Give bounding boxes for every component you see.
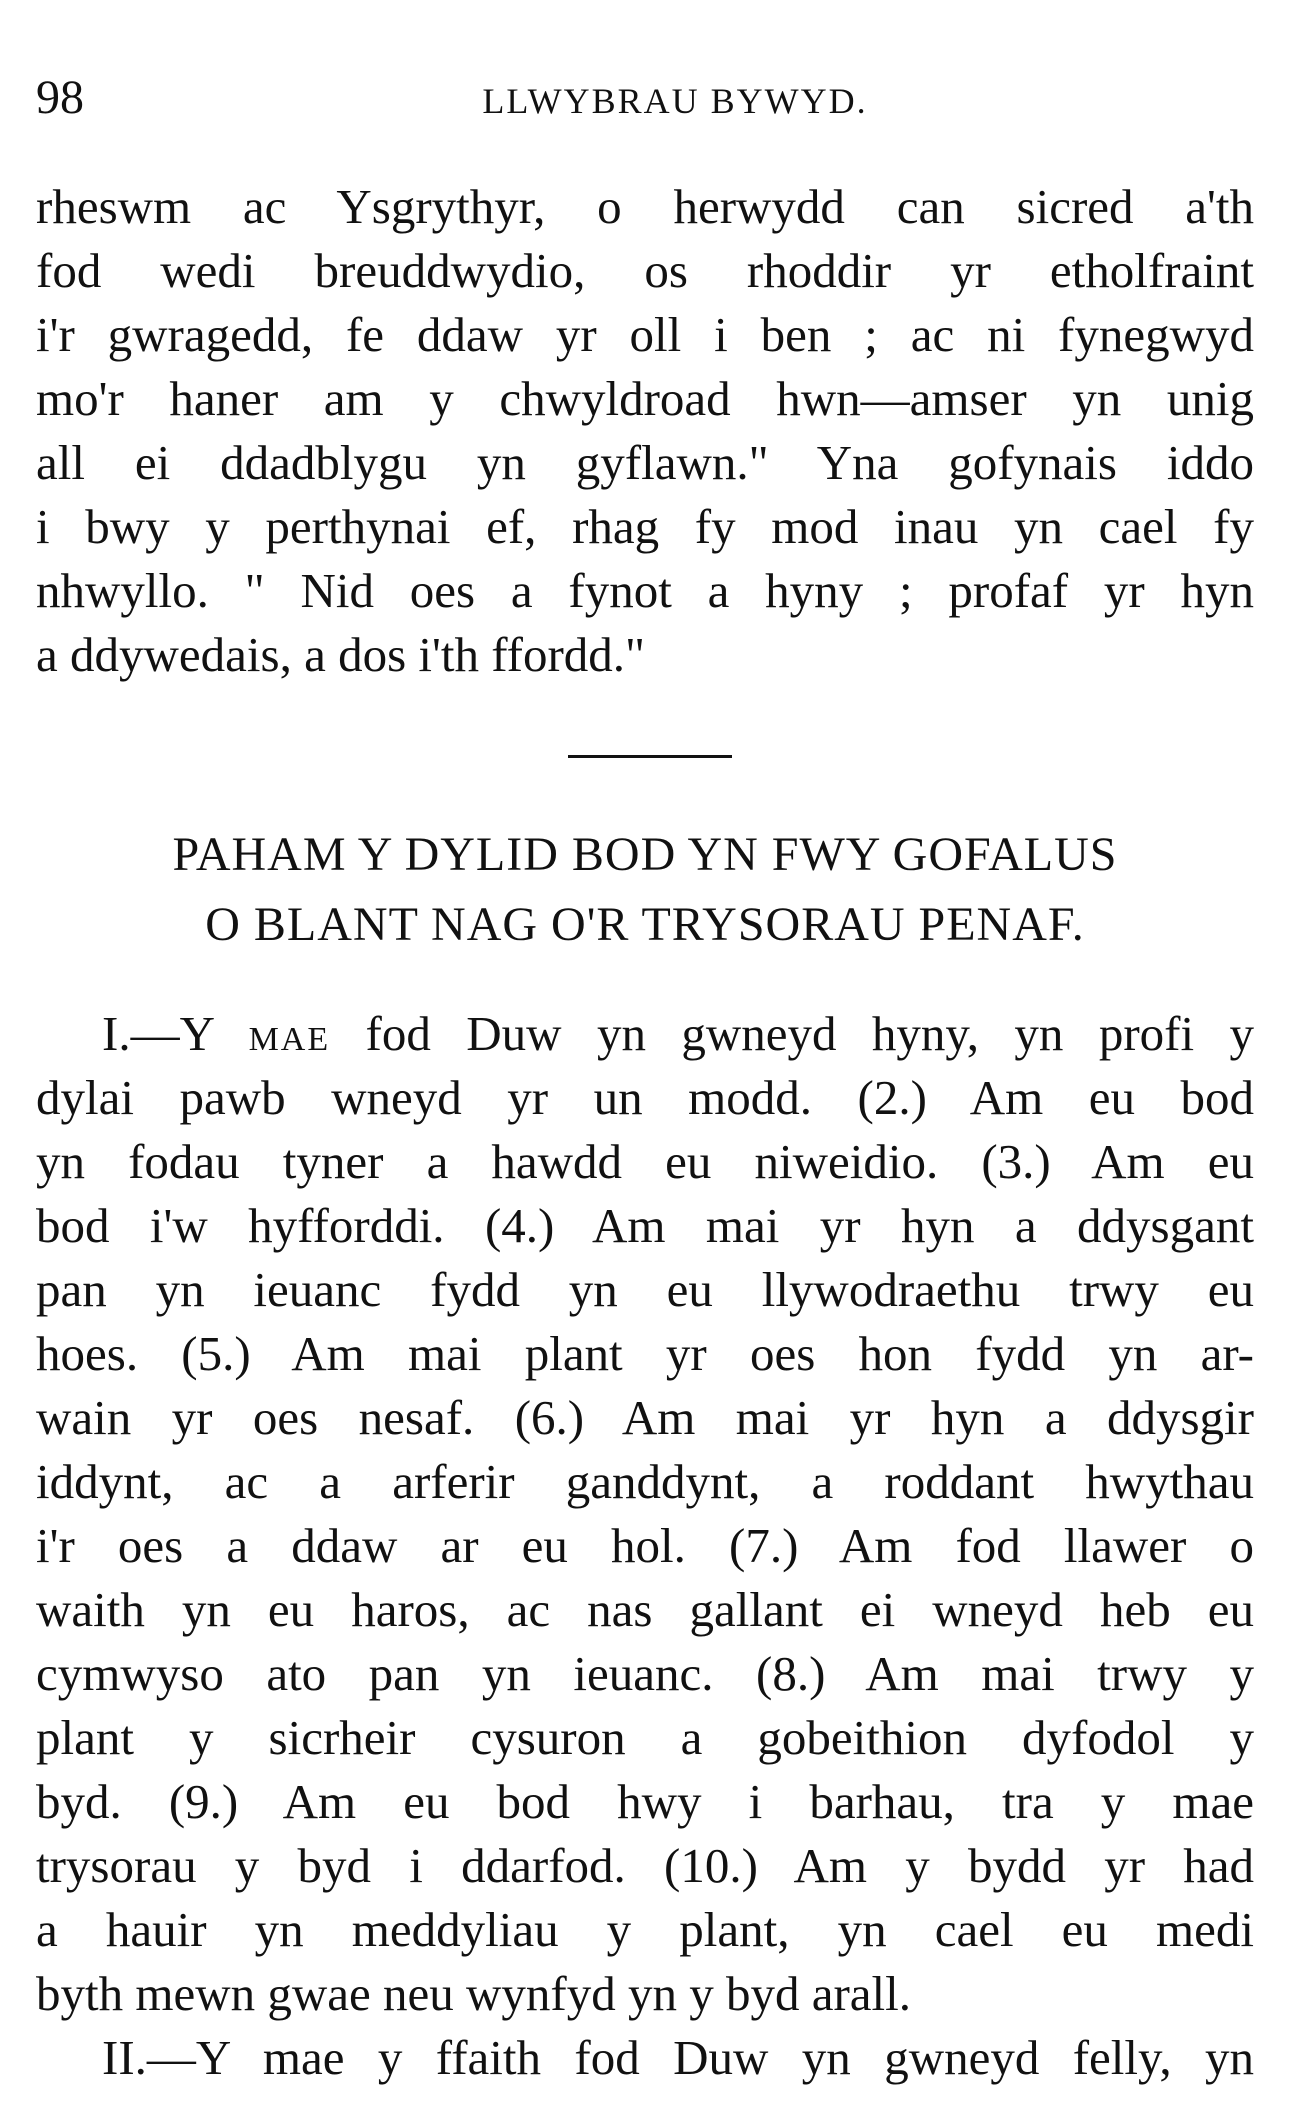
heading-line-1: PAHAM Y DYLID BOD YN FWY GOFALUS (172, 828, 1118, 881)
page-number: 98 (36, 71, 84, 124)
text-line: all ei ddadblygu yn gyflawn." Yna gofynais iddo (36, 435, 1254, 490)
text-line: a hauir yn meddyliau y plant, yn cael eu medi (36, 1902, 1254, 1957)
text-line: bod i'w hyfforddi. (4.) Am mai yr hyn a ddysgant (36, 1198, 1254, 1253)
text-line: wain yr oes nesaf. (6.) Am mai yr hyn a ddysgir (36, 1390, 1254, 1445)
text-line: waith yn eu haros, ac nas gallant ei wneyd heb eu (36, 1582, 1254, 1637)
running-head: LLWYBRAU BYWYD. (482, 81, 868, 121)
text-line-first (36, 1002, 1254, 1066)
text-line: dylai pawb wneyd yr un modd. (2.) Am eu bod (36, 1070, 1254, 1125)
text-line: plant y sicrheir cysuron a gobeithion dyfodol y (36, 1710, 1254, 1765)
text-line: pan yn ieuanc fydd yn eu llywodraethu trwy eu (36, 1262, 1254, 1317)
text-line: fod wedi breuddwydio, os rhoddir yr etholfraint (36, 243, 1254, 298)
text-line: rheswm ac Ysgrythyr, o herwydd can sicred a'th (36, 179, 1254, 234)
text-line: cymwyso ato pan yn ieuanc. (8.) Am mai trwy y (36, 1646, 1254, 1701)
text-line: hoes. (5.) Am mai plant yr oes hon fydd yn ar- (36, 1326, 1254, 1381)
text-line: i'r oes a ddaw ar eu hol. (7.) Am fod llawer o (36, 1518, 1254, 1573)
text-line: i'r gwragedd, fe ddaw yr oll i ben ; ac ni fynegwyd (36, 307, 1254, 362)
next-paragraph-line: II.—Y mae y ffaith fod Duw yn gwneyd felly, yn (102, 2030, 1254, 2085)
section-divider (568, 755, 732, 758)
text-line: trysorau y byd i ddarfod. (10.) Am y bydd yr had (36, 1838, 1254, 1893)
text-line: mo'r haner am y chwyldroad hwn—amser yn unig (36, 371, 1254, 426)
paragraph-continued (36, 175, 1254, 687)
text-line: byd. (9.) Am eu bod hwy i barhau, tra y mae (36, 1774, 1254, 1829)
text-line: yn fodau tyner a hawdd eu niweidio. (3.) Am eu (36, 1134, 1254, 1189)
paragraph-lead: I.—Y (102, 1006, 249, 1061)
section-heading (36, 820, 1254, 960)
text-line: nhwyllo. " Nid oes a fynot a hyny ; profaf yr hyn (36, 563, 1254, 618)
text-line: iddynt, ac a arferir ganddynt, a roddant hwythau (36, 1454, 1254, 1509)
paragraph-reasons (36, 1002, 1254, 2090)
text-line: a ddywedais, a dos i'th ffordd." (36, 627, 646, 682)
page-header (36, 68, 1254, 128)
text-line: i bwy y perthynai ef, rhag fy mod inau yn cael fy (36, 499, 1254, 554)
text-line: byth mewn gwae neu wynfyd yn y byd arall. (36, 1966, 911, 2021)
heading-line-2: O BLANT NAG O'R TRYSORAU PENAF. (205, 898, 1085, 951)
first-line-rest: fod Duw yn gwneyd hyny, yn profi y (330, 1006, 1254, 1061)
small-caps-word: MAE (248, 1021, 331, 1058)
